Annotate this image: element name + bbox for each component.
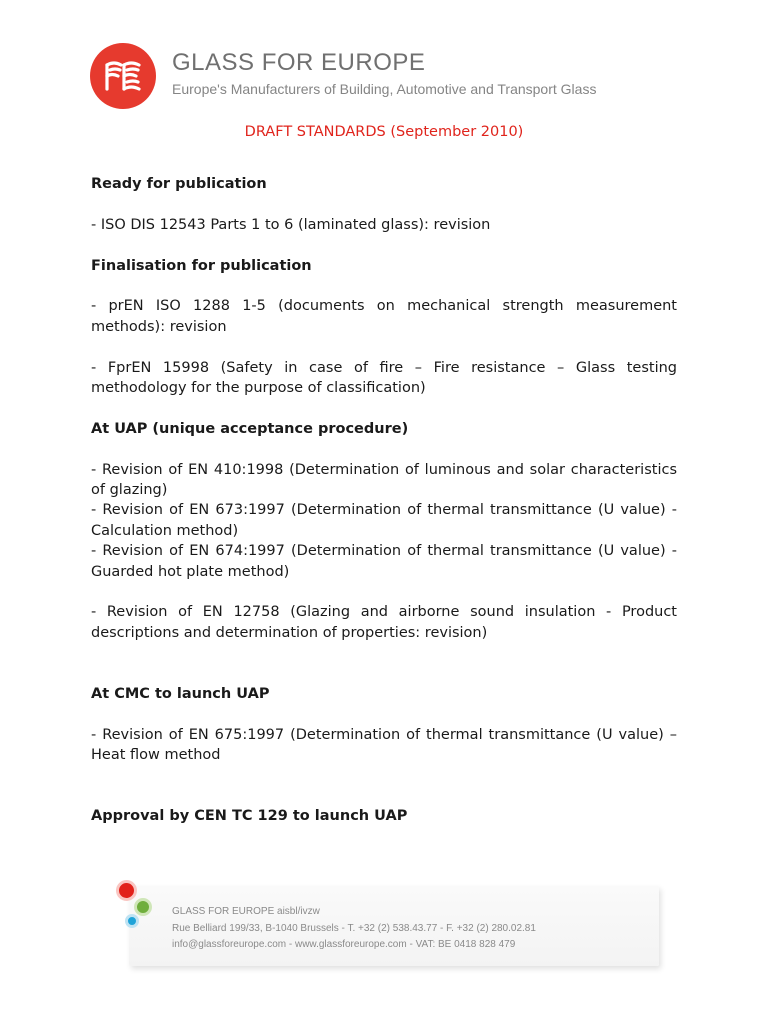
list-item: - Revision of EN 674:1997 (Determination of thermal transmittance (U value) - Guarded hot plate method) <box>91 543 677 580</box>
list-item: - Revision of EN 675:1997 (Determination of thermal transmittance (U value) – Heat flow method <box>91 726 677 764</box>
green-dot-icon <box>134 898 152 916</box>
brand-name: GLASS FOR EUROPE <box>172 49 426 76</box>
letterhead <box>90 43 690 109</box>
footer-contact: info@glassforeurope.com - www.glassforeurope.com - VAT: BE 0418 828 479 <box>172 939 516 950</box>
section-heading-finalisation: Finalisation for publication <box>91 257 312 274</box>
glass-for-europe-logo-icon <box>90 43 156 109</box>
list-item: - ISO DIS 12543 Parts 1 to 6 (laminated glass): revision <box>91 216 491 233</box>
footer-address: Rue Belliard 199/33, B-1040 Brussels - T. +32 (2) 538.43.77 - F. +32 (2) 280.02.81 <box>172 923 536 934</box>
red-dot-icon <box>116 880 137 901</box>
blue-dot-icon <box>125 914 139 928</box>
section-heading-approval: Approval by CEN TC 129 to launch UAP <box>91 808 408 825</box>
list-item: - FprEN 15998 (Safety in case of fire – Fire resistance – Glass testing methodology for the purpose of classification) <box>91 359 677 396</box>
list-item: - Revision of EN 673:1997 (Determination of thermal transmittance (U value) - Calculation method) <box>91 502 677 539</box>
section-heading-uap: At UAP (unique acceptance procedure) <box>91 420 409 437</box>
document-title: DRAFT STANDARDS (September 2010) <box>244 124 524 140</box>
letterhead-footer <box>91 876 661 968</box>
footer-org: GLASS FOR EUROPE aisbl/ivzw <box>172 906 320 917</box>
list-item: - prEN ISO 1288 1-5 (documents on mechanical strength measurement methods): revision <box>91 298 677 335</box>
list-item: - Revision of EN 12758 (Glazing and airborne sound insulation - Product descriptions and determination of properties: revision) <box>91 604 677 641</box>
section-heading-cmc: At CMC to launch UAP <box>91 686 270 703</box>
brand-tagline: Europe's Manufacturers of Building, Automotive and Transport Glass <box>172 81 597 97</box>
document-body <box>91 174 677 827</box>
list-item: - Revision of EN 410:1998 (Determination of luminous and solar characteristics of glazing) <box>91 461 677 498</box>
section-heading-ready: Ready for publication <box>91 176 267 192</box>
